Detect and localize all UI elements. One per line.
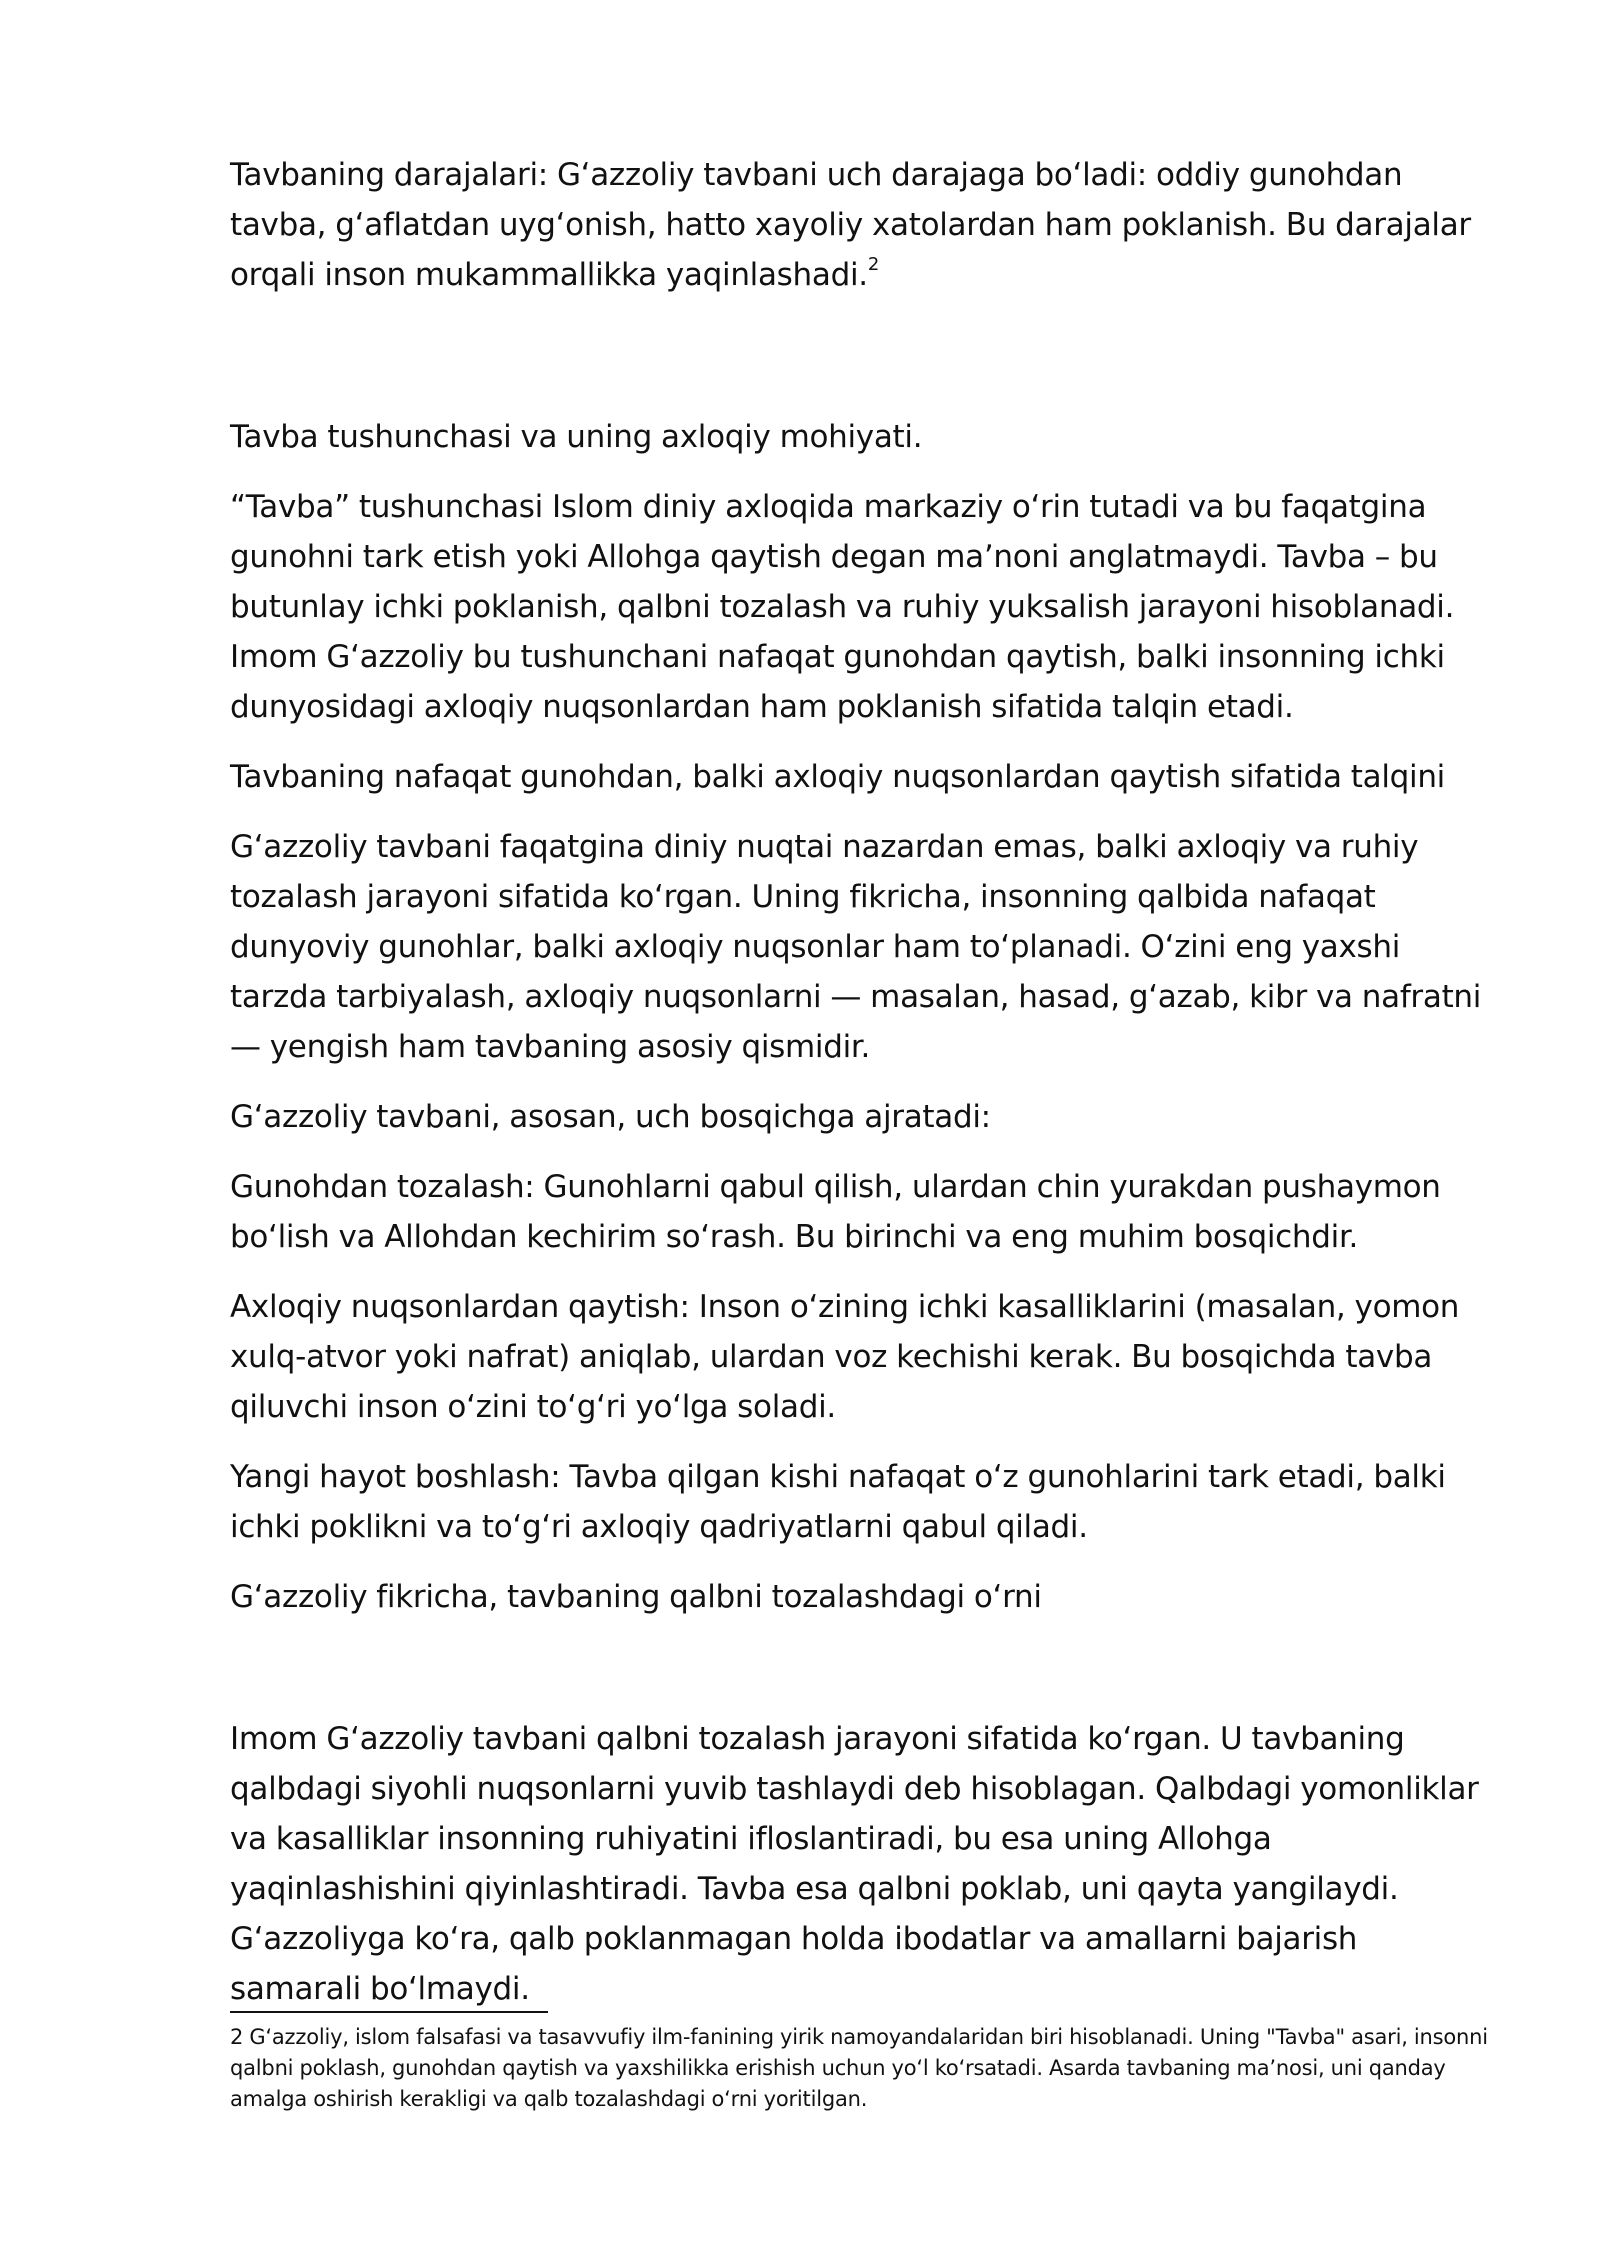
section-heading-qalbni-tozalash: Gʻazzoliy fikricha, tavbaning qalbni tozalashdagi oʻrni: [230, 1579, 1042, 1615]
paragraph-gunohdan-tozalash: Gunohdan tozalash: Gunohlarni qabul qilish, ulardan chin yurakdan pushaymon boʻlish va Allohdan kechirim soʻrash. Bu birinchi va eng muhim bosqichdir.: [230, 1169, 1441, 1255]
paragraph-uch-bosqich: Gʻazzoliy tavbani, asosan, uch bosqichga ajratadi:: [230, 1099, 991, 1135]
paragraph-tavba-tushunchasi: “Tavba” tushunchasi Islom diniy axloqida markaziy oʻrin tutadi va bu faqatgina gunohni tark etish yoki Allohga qaytish degan ma’noni anglatmaydi. Tavba – bu butunlay ichki poklanish, qalbni tozalash va ruhiy yuksalish jarayoni hisoblanadi. Imom Gʻazzoliy bu tushunchani nafaqat gunohdan qaytish, balki insonning ichki dunyosidagi axloqiy nuqsonlardan ham poklanish sifatida talqin etadi.: [230, 489, 1455, 725]
blank-space: [230, 320, 1490, 412]
footnote-2: 2 Gʻazzoliy, islom falsafasi va tasavvufiy ilm-fanining yirik namoyandalaridan biri hisoblanadi. Uning "Tavba" asari, insonni qalbni poklash, gunohdan qaytish va yaxshilikka erishish uchun yoʻl koʻrsatadi. Asarda tavbaning ma’nosi, uni qanday amalga oshirish kerakligi va qalb tozalashdagi oʻrni yoritilgan.: [230, 2025, 1488, 2111]
paragraph-yangi-hayot: Yangi hayot boshlash: Tavba qilgan kishi nafaqat oʻz gunohlarini tark etadi, balki ichki poklikni va toʻgʻri axloqiy qadriyatlarni qabul qiladi.: [230, 1459, 1446, 1545]
paragraph-tavba-darajalari: [230, 150, 1490, 300]
footnote-separator: [230, 2011, 548, 2013]
paragraph-text: Tavbaning darajalari: Gʻazzoliy tavbani uch darajaga boʻladi: oddiy gunohdan tavba, gʻaflatdan uygʻonish, hatto xayoliy xatolardan ham poklanish. Bu darajalar orqali inson mukammallikka yaqinlashadi.: [230, 157, 1471, 293]
paragraph-imom-gazzoliy: Imom Gʻazzoliy tavbani qalbni tozalash jarayoni sifatida koʻrgan. U tavbaning qalbdagi siyohli nuqsonlarni yuvib tashlaydi deb hisoblagan. Qalbdagi yomonliklar va kasalliklar insonning ruhiyatini ifloslantiradi, bu esa uning Allohga yaqinlashishini qiyinlashtiradi. Tavba esa qalbni poklab, uni qayta yangilaydi. Gʻazzoliyga koʻra, qalb poklanmagan holda ibodatlar va amallarni bajarish samarali boʻlmaydi.: [230, 1721, 1479, 2007]
footnote-reference[interactable]: 2: [867, 253, 879, 275]
paragraph-tozalash-jarayoni: Gʻazzoliy tavbani faqatgina diniy nuqtai nazardan emas, balki axloqiy va ruhiy tozalash jarayoni sifatida koʻrgan. Uning fikricha, insonning qalbida nafaqat dunyoviy gunohlar, balki axloqiy nuqsonlar ham toʻplanadi. Oʻzini eng yaxshi tarzda tarbiyalash, axloqiy nuqsonlarni — masalan, hasad, gʻazab, kibr va nafratni — yengish ham tavbaning asosiy qismidir.: [230, 829, 1482, 1065]
section-heading-tavba-talqini: Tavbaning nafaqat gunohdan, balki axloqiy nuqsonlardan qaytish sifatida talqini: [230, 759, 1445, 795]
paragraph-axloqiy-nuqsonlar: Axloqiy nuqsonlardan qaytish: Inson oʻzining ichki kasalliklarini (masalan, yomon xulq-atvor yoki nafrat) aniqlab, ulardan voz kechishi kerak. Bu bosqichda tavba qiluvchi inson oʻzini toʻgʻri yoʻlga soladi.: [230, 1289, 1460, 1425]
section-heading-tavba-tushunchasi: Tavba tushunchasi va uning axloqiy mohiyati.: [230, 419, 923, 455]
blank-space: [230, 1622, 1490, 1714]
page-body: [230, 150, 1490, 2034]
